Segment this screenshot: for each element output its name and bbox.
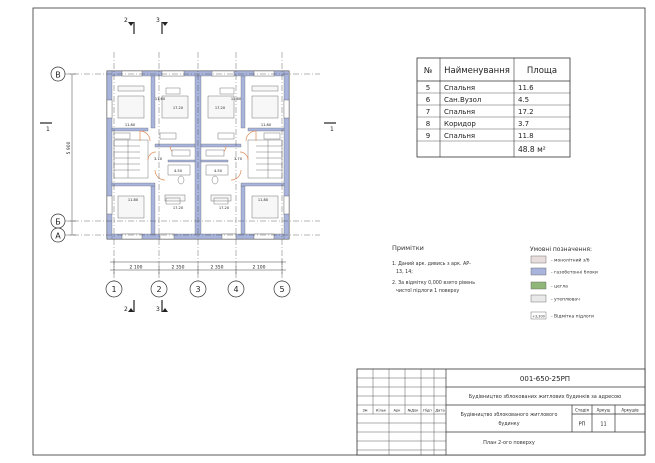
axis-label-2: 2 (156, 285, 162, 294)
stamp-code: 001-650-25РП (519, 375, 571, 383)
dim-bay-2: 2 350 (171, 265, 185, 271)
section-mark-bottom-2: 2 (124, 306, 128, 313)
stamp-col-data: Дата (435, 408, 445, 413)
table-cell-r1-name: Спальня (444, 84, 476, 92)
room-area-label: 4.50 (173, 169, 183, 173)
table-cell-r5-area: 11.8 (518, 132, 534, 140)
table-header-name: Найменування (444, 66, 510, 76)
legend-title: Умовні позначення: (530, 246, 592, 253)
stamp-object-line-2: будинку (498, 422, 520, 427)
table-cell-r2-name: Сан.Вузол (444, 96, 482, 104)
axis-label-5: 5 (279, 285, 285, 294)
legend-level-mark: +3,300 (532, 314, 545, 319)
legend-label-brick: - цегла (551, 284, 568, 290)
axis-label-a: А (55, 231, 61, 241)
stamp-col-kilk: Кільк (375, 408, 387, 413)
section-mark-right-1: 1 (330, 126, 334, 133)
stamp-stage: РП (578, 421, 586, 428)
table-cell-r3-name: Спальня (444, 108, 476, 116)
dim-bay-3: 2 350 (210, 265, 224, 271)
note-1-line-2: 13, 14; (396, 270, 413, 275)
section-mark-top-3: 3 (156, 17, 160, 24)
room-area-label: 11.80 (257, 198, 269, 202)
room-area-label: 4.50 (213, 169, 223, 173)
table-cell-r4-name: Коридор (444, 120, 476, 128)
legend-label-aerated-block: - газобетонні блоки (551, 270, 598, 276)
table-cell-r3-num: 7 (425, 108, 431, 116)
note-1-line-1: 1. Даний арк. дивись з арк. АР- (392, 262, 471, 267)
table-cell-r3-area: 17.2 (518, 108, 534, 116)
stamp-project: Будівництво зблокованих житлових будинків за адресою (468, 394, 622, 400)
section-mark-left-1: 1 (46, 126, 50, 133)
floor-plan (40, 17, 336, 313)
section-mark-bottom-3: 3 (156, 306, 160, 313)
legend-swatch-monolith (531, 256, 546, 263)
axis-label-b: Б (55, 217, 61, 227)
section-mark-top-2: 2 (124, 17, 128, 24)
stamp-col-ark: Арк (393, 408, 401, 413)
legend-block (530, 246, 598, 320)
axis-label-1: 1 (111, 285, 117, 294)
dim-left: 5 900 (67, 141, 72, 155)
axis-label-4: 4 (233, 285, 239, 294)
room-area-label: 17.20 (214, 106, 226, 110)
table-header-number: № (423, 66, 433, 75)
room-area-label: 11.60 (154, 97, 166, 101)
note-2-line-1: 2. За відмітку 0,000 взято рівень (392, 281, 476, 286)
row-axis-bubbles (51, 67, 65, 242)
room-area-label: 17.20 (218, 206, 230, 210)
room-area-label: 3.70 (233, 157, 243, 161)
room-area-label: 11.80 (124, 123, 136, 127)
table-cell-r1-num: 5 (425, 84, 431, 92)
room-area-label: 17.20 (172, 206, 184, 210)
room-area-label: 3.70 (153, 157, 163, 161)
room-area-label: 11.80 (260, 123, 272, 127)
table-cell-r2-area: 4.5 (518, 96, 530, 104)
legend-swatch-brick (531, 282, 546, 289)
axis-label-v: В (55, 70, 61, 80)
legend-swatch-insulation (531, 295, 546, 302)
room-area-label: 11.60 (230, 97, 242, 101)
room-area-label: 17.20 (172, 106, 184, 110)
dim-bay-1: 2 100 (129, 265, 143, 271)
stamp-col-zm: Зм (362, 408, 368, 413)
stamp-sheet-title: План 2-ого поверху (483, 440, 535, 446)
table-cell-r4-num: 8 (425, 120, 431, 128)
table-header-area: Площа (526, 66, 558, 76)
legend-swatch-aerated-block (531, 268, 546, 275)
table-total-area: 48.8 м² (518, 145, 546, 154)
room-area-label: 11.80 (127, 198, 139, 202)
axis-label-3: 3 (195, 285, 201, 294)
table-cell-r2-num: 6 (425, 96, 431, 104)
room-schedule-table (417, 58, 570, 157)
legend-label-monolith: - монолітний з/б (551, 258, 590, 264)
dim-bay-4: 2 100 (252, 265, 266, 271)
stamp-sheets-label: Аркушів (621, 407, 639, 413)
table-cell-r4-area: 3.7 (518, 120, 530, 128)
stamp-col-pidp: Підп (423, 408, 432, 413)
legend-label-insulation: - утеплювач (551, 297, 580, 303)
legend-label-level: - Відмітка підлоги (551, 314, 594, 320)
stamp-sheet-number: 11 (600, 421, 607, 428)
stamp-col-ndok: №Док (407, 408, 419, 413)
note-2-line-2: чистої підлоги 1 поверху (396, 289, 460, 294)
table-cell-r1-area: 11.6 (518, 84, 534, 92)
table-cell-r5-num: 9 (425, 132, 431, 140)
table-cell-r5-name: Спальня (444, 132, 476, 140)
stamp-sheet-label: Аркуш (596, 407, 611, 413)
column-axis-bubbles (106, 281, 290, 297)
stamp-stage-label: Стадія (575, 407, 589, 413)
notes-title: Примітки (392, 244, 424, 252)
stamp-object-line-1: Будівництво зблокованого житлового (460, 413, 558, 418)
